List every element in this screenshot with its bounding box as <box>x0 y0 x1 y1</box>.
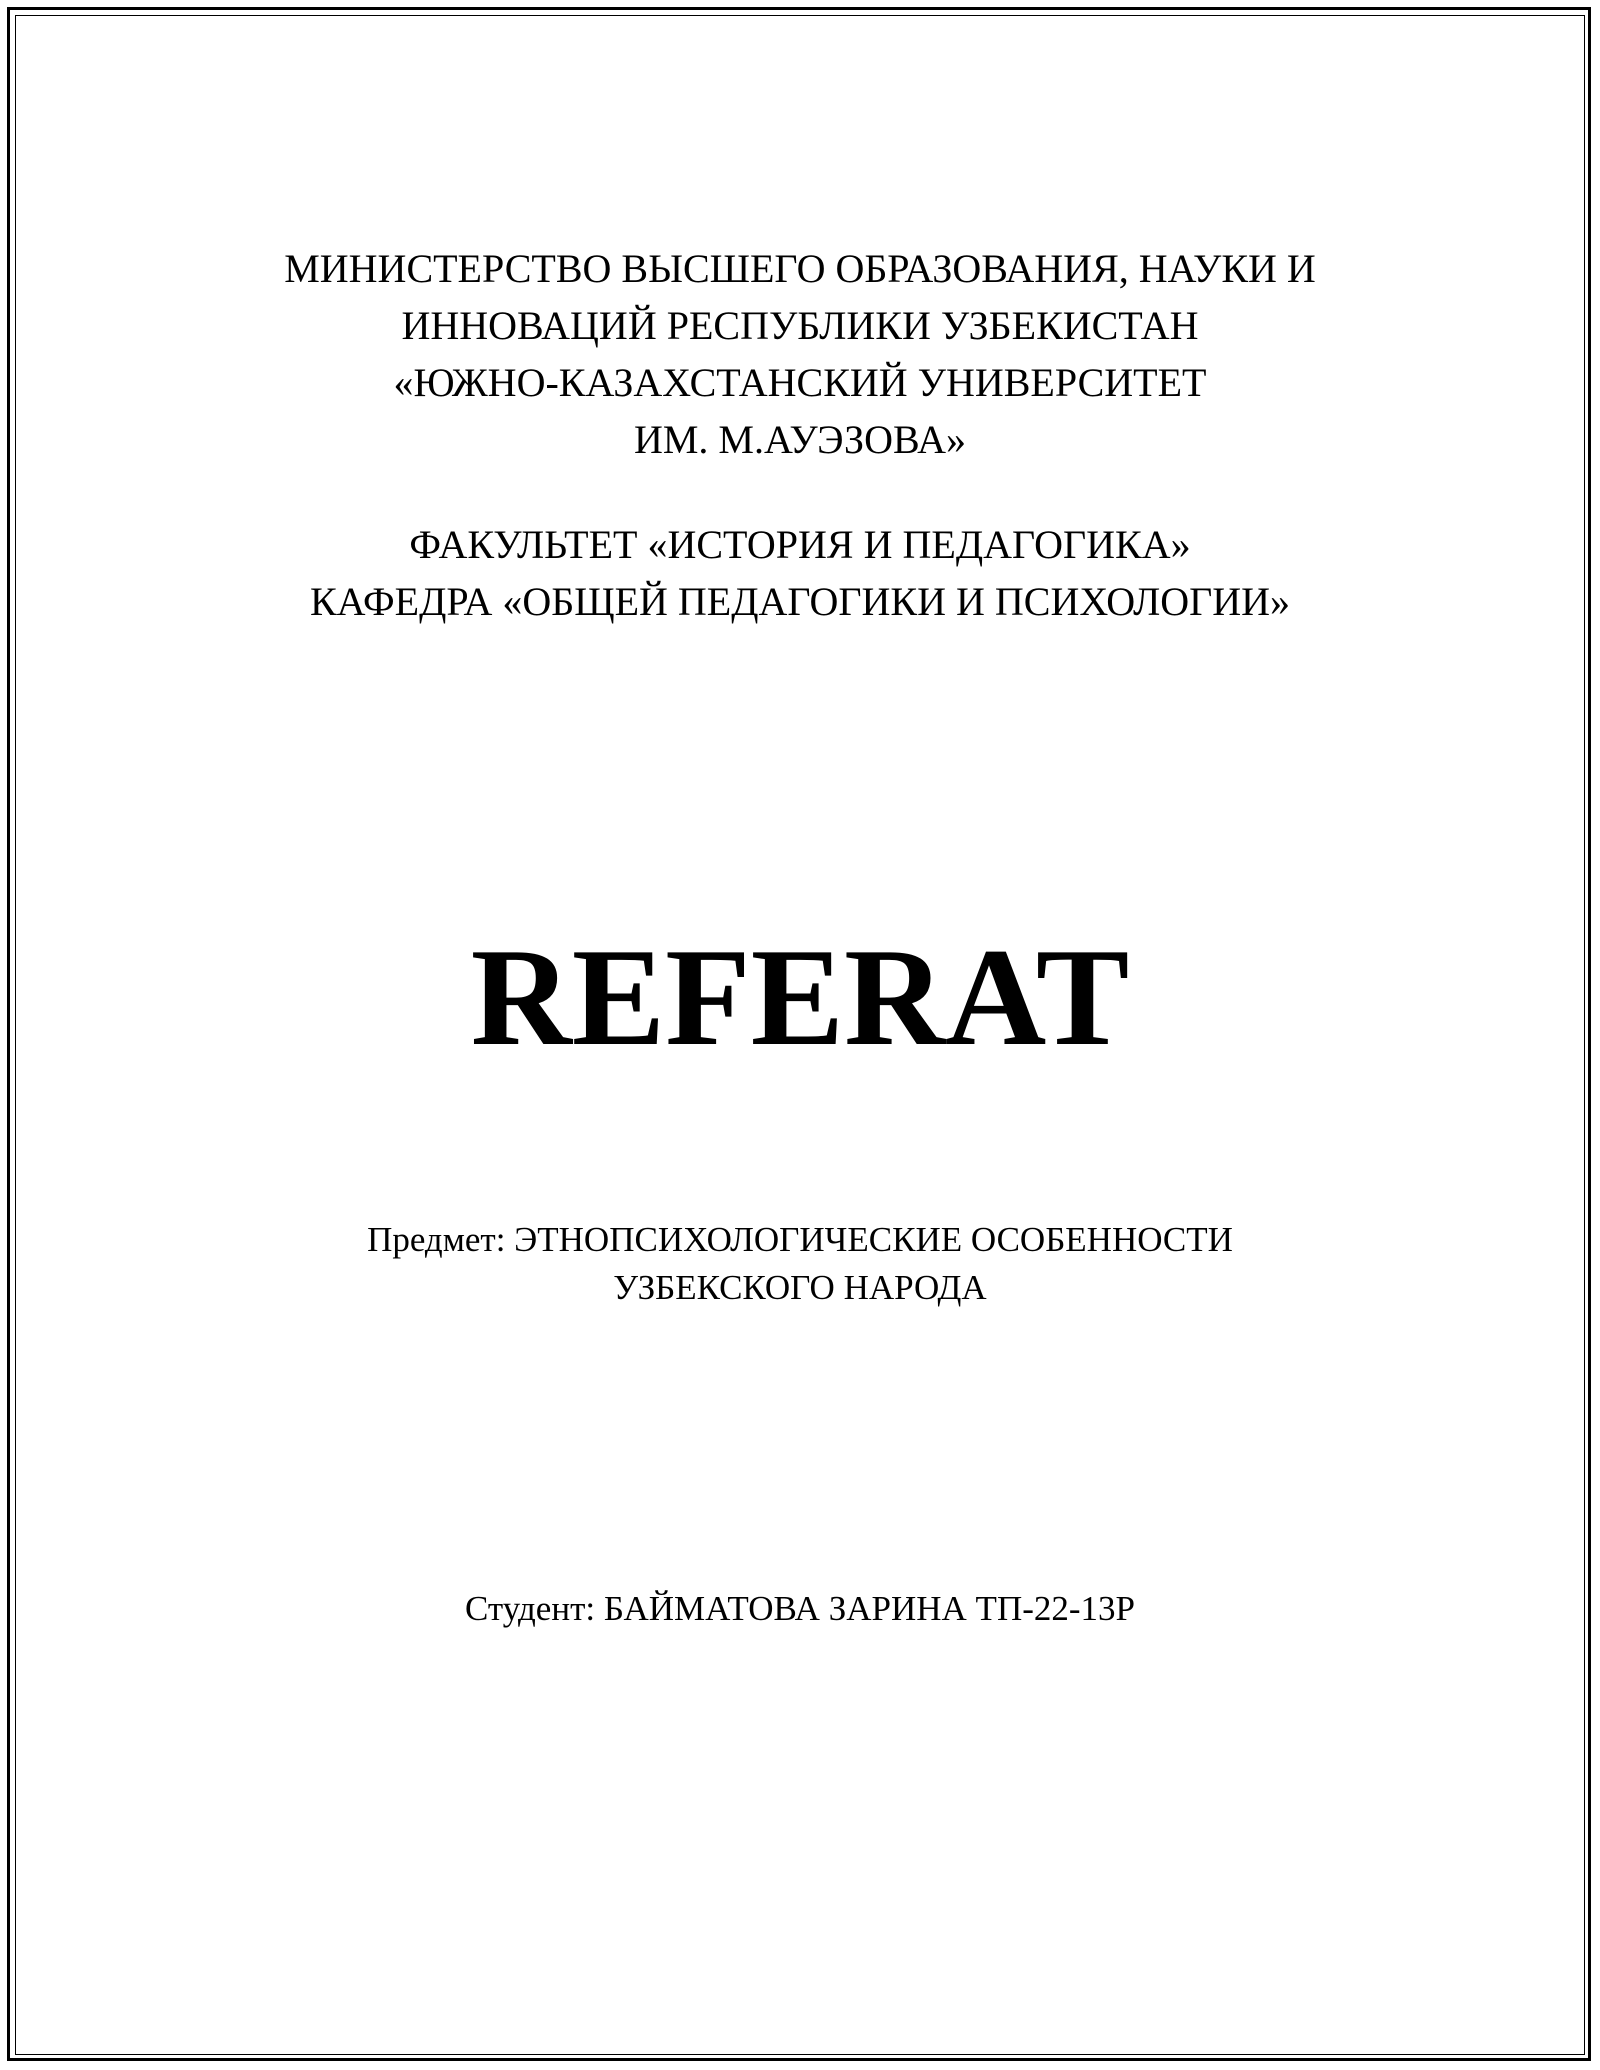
faculty-name: ФАКУЛЬТЕТ «ИСТОРИЯ И ПЕДАГОГИКА» <box>409 522 1191 567</box>
header-line-1: МИНИСТЕРСТВО ВЫСШЕГО ОБРАЗОВАНИЯ, НАУКИ И <box>284 246 1316 291</box>
chair-name: КАФЕДРА «ОБЩЕЙ ПЕДАГОГИКИ И ПСИХОЛОГИИ» <box>310 579 1290 624</box>
student-block <box>0 1585 1600 1633</box>
department-block <box>0 516 1600 630</box>
subject-line-2: УЗБЕКСКОГО НАРОДА <box>613 1268 987 1307</box>
header-line-4: ИМ. М.АУЭЗОВА» <box>633 417 967 462</box>
title-text: REFERAT <box>470 920 1130 1075</box>
ministry-header <box>0 240 1600 468</box>
subject-line-1: Предмет: ЭТНОПСИХОЛОГИЧЕСКИЕ ОСОБЕННОСТИ <box>367 1220 1233 1259</box>
document-title <box>0 918 1600 1078</box>
subject-block <box>0 1216 1600 1312</box>
student-line: Студент: БАЙМАТОВА ЗАРИНА ТП-22-13Р <box>464 1589 1135 1628</box>
header-line-3: «ЮЖНО-КАЗАХСТАНСКИЙ УНИВЕРСИТЕТ <box>393 360 1207 405</box>
header-line-2: ИННОВАЦИЙ РЕСПУБЛИКИ УЗБЕКИСТАН <box>401 303 1199 348</box>
